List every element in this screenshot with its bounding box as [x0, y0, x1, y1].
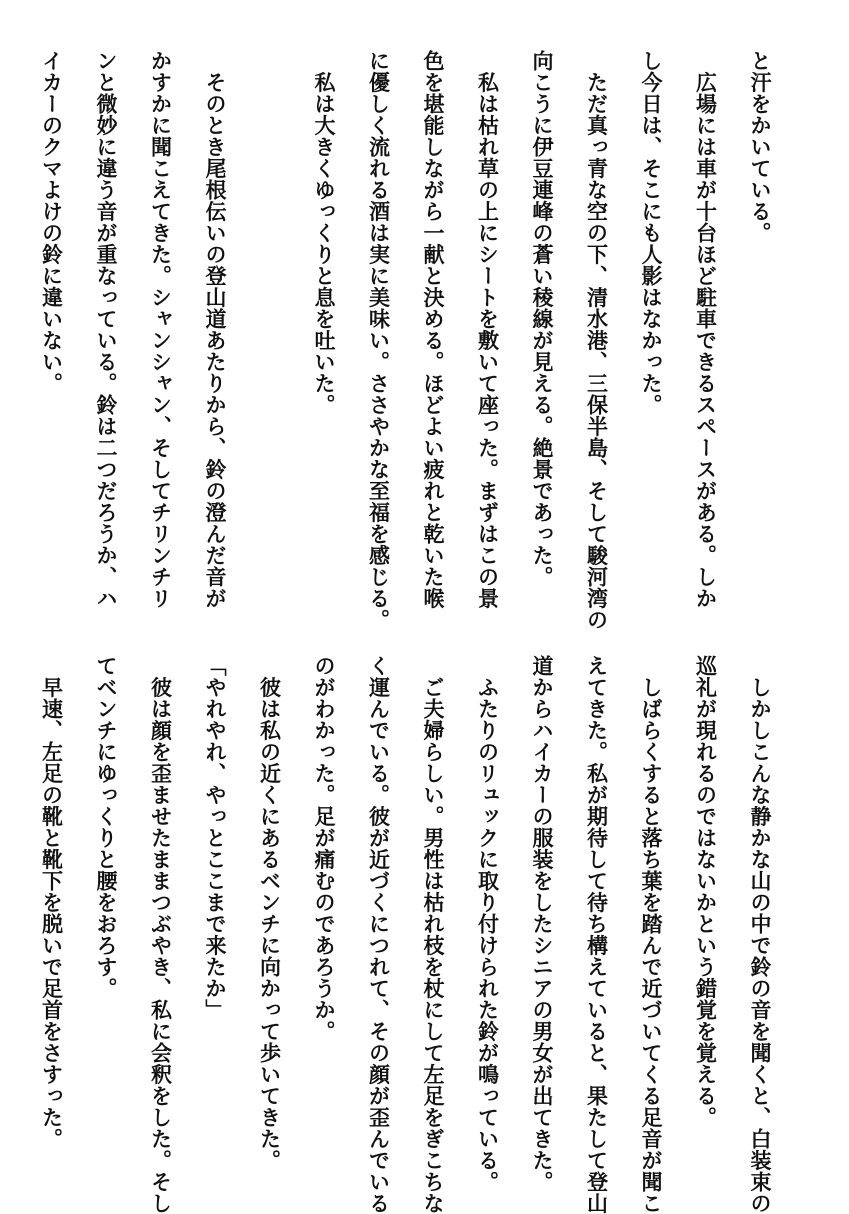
- line: 私は枯れ草の上にシートを敷いて座った。まずはこの景: [475, 50, 500, 609]
- line: 早速、左足の靴と靴下を脱いで足首をさすった。: [39, 655, 64, 1150]
- line: ご夫婦らしい。男性は枯れ枝を杖にして左足をぎこちな: [421, 655, 445, 1214]
- line: 色を堪能しながら一献と決める。ほどよい疲れと乾いた喉: [421, 50, 445, 609]
- line: しかしこんな静かな山の中で鈴の音を聞くと、白装束の: [748, 655, 772, 1214]
- line: し今日は、そこにも人影はなかった。: [639, 50, 663, 416]
- line: 彼は私の近くにあるベンチに向かって歩いてきた。: [257, 655, 282, 1171]
- line: イカーのクマよけの鈴に違いない。: [39, 50, 64, 394]
- line: く運んでいる。彼が近づくにつれて、その顔が歪んでいる: [366, 655, 391, 1214]
- line: かすかに聞こえてきた。シャンシャン、そしてチリンチリ: [148, 50, 173, 609]
- line: ただ真っ青な空の下、清水港、三保半島、そして駿河湾の: [584, 50, 609, 631]
- blank-line: [242, 50, 297, 590]
- line: えてきた。私が期待して待ち構えていると、果たして登山: [584, 655, 609, 1214]
- text-block-top: [24, 50, 787, 631]
- line: てベンチにゆっくりと腰をおろす。: [94, 655, 118, 999]
- line: のがわかった。足が痛むのであろうか。: [312, 655, 336, 1042]
- line: 彼は顔を歪ませたままつぶやき、私に会釈をした。そし: [148, 655, 173, 1214]
- line: しばらくすると落ち葉を踏んで近づいてくる足音が聞こ: [639, 655, 663, 1214]
- line: ふたりのリュックに取り付けられた鈴が鳴っている。: [475, 655, 500, 1193]
- text-block-bottom: [24, 655, 787, 1214]
- line: 広場には車が十台ほど駐車できるスペースがある。しか: [693, 50, 718, 609]
- line: ンと微妙に違う音が重なっている。鈴は二つだろうか、ハ: [94, 50, 118, 609]
- line: そのとき尾根伝いの登山道あたりから、鈴の澄んだ音が: [203, 50, 227, 609]
- line: 巡礼が現れるのではないかという錯覚を覚える。: [693, 655, 718, 1128]
- line: と汗をかいている。: [748, 50, 772, 244]
- line: 「やれやれ、やっとここまで来たか」: [203, 655, 227, 1021]
- line: 私は大きくゆっくりと息を吐いた。: [312, 50, 336, 416]
- line: 道からハイカーの服装をしたシニアの男女が出てきた。: [530, 655, 554, 1193]
- line: に優しく流れる酒は実に美味い。ささやかな至福を感じる。: [366, 50, 391, 631]
- line: 向こうに伊豆連峰の蒼い稜線が見える。絶景であった。: [530, 50, 554, 588]
